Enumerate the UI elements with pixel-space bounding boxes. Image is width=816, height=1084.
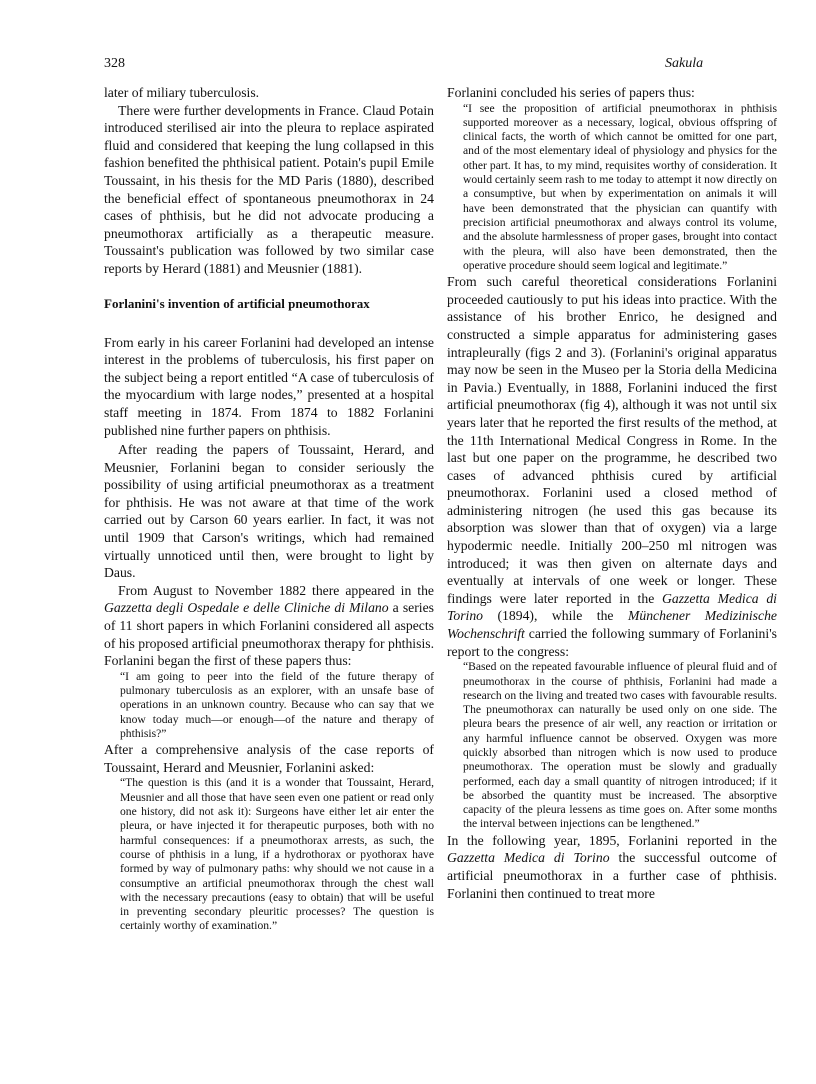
paragraph-early-career: From early in his career Forlanini had developed an intense interest in the problems of tuberculosis, his first paper on the subject being a report entitled “A case of tuberculosis of the myocardium with large nodes,” presented at a hospital staff meeting in 1874. From 1874 to 1882 Forlanini published nine further papers on phthisis.	[104, 334, 434, 438]
block-quote: “The question is this (and it is a wonder that Toussaint, Herard, Meusnier and all those that have seen even one patient or read only one history, did not ask it): Surgeons have either let air enter the pleura, or have injected it for therapeutic purposes, both with no harmful consequences: if a pneumothorax arrests, as such, the course of phthisis in a lung, if a hydrothorax or pyothorax have formed by way of pulmonary paths: why should we not cause in a consumptive an artificial pneumothorax through the chest wall with the necessary precautions (easy to obtain) that will be useful in preventing secondary pleuritic processes? The question is certainly worthy of examination.”	[120, 776, 434, 933]
page-number: 328	[104, 56, 125, 71]
paragraph-after-reading: After reading the papers of Toussaint, Herard, and Meusnier, Forlanini began to consider seriously the possibility of using artificial pneumothorax as a treatment for phthisis. He was not aware at that time of the work carried out by Carson 60 years earlier. In fact, it was not until 1909 that Carson's writings, which had remained virtually unnoticed until then, were brought to light by Daus.	[104, 442, 434, 581]
paragraph-1895: In the following year, 1895, Forlanini reported in the Gazzetta Medica di Torino the successful outcome of artificial pneumothorax in a further case of phthisis. Forlanini then continued to treat more	[447, 832, 777, 901]
paragraph-france: There were further developments in France. Claud Potain introduced sterilised air into the pleura to replace aspirated fluid and considered that keeping the lung collapsed in this fashion benefited the phthisical patient. Potain's pupil Emile Toussaint, in his thesis for the MD Paris (1880), described the beneficial effect of spontaneous pneumothorax in 24 cases of phthisis, but he did not advocate producing a pneumothorax artificially as a therapeutic measure. Toussaint's publication was followed by two similar case reports by Herard (1881) and Meusnier (1881).	[104, 102, 434, 276]
paragraph-continued: later of miliary tuberculosis.	[104, 85, 260, 100]
block-quote: “I see the proposition of artificial pneumothorax in phthisis supported moreover as a necessary, logical, obvious offspring of clinical facts, the worth of which cannot be omitted for one part, and of the most elementary ideal of physiology and physics for the other part. It has, to my mind, requisites worthy of consideration. It would certainly seem rash to me today to attempt it now directly on a consumptive, but when by experimentation on animals it will have been demonstrated that the physician can quantify with precision artificial pneumothorax and always control its volume, and the absolute harmlessness of proper gases, brought into contact with the pleura, will also have been demonstrated, then the operative procedure should seem logical and legitimate.”	[463, 101, 777, 272]
left-column	[104, 84, 434, 934]
paragraph-gazzetta: From August to November 1882 there appeared in the Gazzetta degli Ospedale e delle Cliniche di Milano a series of 11 short papers in which Forlanini considered all aspects of his proposed artificial pneumothorax therapy for phthisis. Forlanini began the first of these papers thus:	[104, 582, 434, 669]
paragraph-analysis: After a comprehensive analysis of the case reports of Toussaint, Herard and Meusnier, Forlanini asked:	[104, 742, 434, 775]
running-head: Sakula	[665, 56, 704, 71]
block-quote: “Based on the repeated favourable influence of pleural fluid and of pneumothorax in the course of phthisis, Forlanini had made a research on the living and treated two cases with favourable results. The pneumothorax can naturally be used only on one side. The pleura bears the presence of air well, any reaction or irritation or any harmful influence cannot be observed. Oxygen was more quickly absorbed than nitrogen which is now used to produce pneumothorax. The operation must be slowly and gradually performed, each day a small quantity of nitrogen introduced; if it be absorbed the quantity must be increased. The absorptive capacity of the pleura lessens as time goes on. After some months the interval between injections can be lengthened.”	[463, 660, 777, 831]
journal-title: Gazzetta Medica di Torino	[447, 590, 777, 624]
journal-title: Gazzetta degli Ospedale e delle Cliniche di Milano	[104, 600, 389, 616]
journal-title: Gazzetta Medica di Torino	[447, 850, 610, 866]
block-quote: “I am going to peer into the field of the future therapy of pulmonary tuberculosis as an explorer, with an unsafe base of operations in an unknown country. Because who can say that we know today much—or enough—of the nature and therapy of phthisis?”	[120, 669, 434, 740]
paragraph-concluded: Forlanini concluded his series of papers thus:	[447, 85, 695, 100]
journal-title: Münchener Medizinische Wochenschrift	[447, 608, 777, 642]
paragraph-practice: From such careful theoretical considerations Forlanini proceeded cautiously to put his ideas into practice. With the assistance of his brother Enrico, he designed and constructed a simple apparatus for administering gases intrapleurally (figs 2 and 3). (Forlanini's original apparatus may now be seen in the Museo per la Storia della Medicina in Pavia.) Eventually, in 1888, Forlanini induced the first artificial pneumothorax (fig 4), although it was not until six years later that he reported the first results of the method, at the 11th International Medical Congress in Rome. In the last but one paper on the programme, he described two cases of advanced phthisis cured by artificial pneumothorax. Forlanini used a closed method of administering nitrogen (he used this gas because its absorption was slower than that of oxygen) via a large hypodermic needle. Initially 200–250 ml nitrogen was introduced; it was then given on alternate days and eventually at intervals of one week or longer. These findings were later reported in the Gazzetta Medica di Torino (1894), while the Münchener Medizinische Wochenschrift carried the following summary of Forlanini's report to the congress:	[447, 274, 777, 659]
section-heading: Forlanini's invention of artificial pneumothorax	[104, 295, 370, 311]
right-column	[447, 84, 777, 902]
